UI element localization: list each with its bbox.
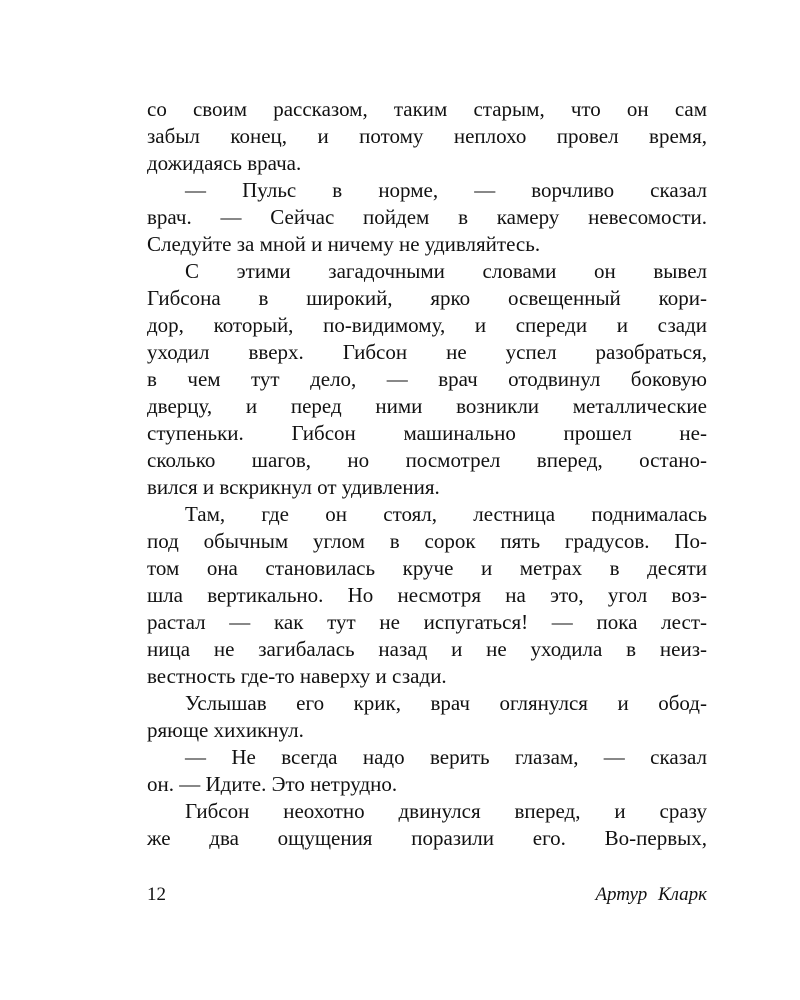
- text-line: врач. — Сейчас пойдем в камеру невесомости.: [147, 205, 707, 229]
- text-line: Следуйте за мной и ничему не удивляйтесь.: [147, 232, 541, 256]
- text-line: под обычным углом в сорок пять градусов. По-: [147, 529, 707, 553]
- text-line: уходил вверх. Гибсон не успел разобраться,: [147, 340, 707, 364]
- text-line: Гибсон неохотно двинулся вперед, и сразу: [185, 799, 707, 823]
- text-line: дверцу, и перед ними возникли металлические: [147, 394, 707, 418]
- text-line: Гибсона в широкий, ярко освещенный кори-: [147, 286, 707, 310]
- text-line: шла вертикально. Но несмотря на это, угол воз-: [147, 583, 707, 607]
- paragraph-4: [147, 501, 707, 690]
- text-line: Услышав его крик, врач оглянулся и обод-: [185, 691, 707, 715]
- text-line: со своим рассказом, таким старым, что он сам: [147, 97, 707, 121]
- text-line: ряюще хихикнул.: [147, 718, 304, 742]
- text-line: С этими загадочными словами он вывел: [185, 259, 707, 283]
- paragraph-3: [147, 258, 707, 501]
- text-line: в чем тут дело, — врач отодвинул боковую: [147, 367, 707, 391]
- text-line: Там, где он стоял, лестница поднималась: [185, 502, 707, 526]
- text-line: он. — Идите. Это нетрудно.: [147, 772, 398, 796]
- paragraph-5: [147, 690, 707, 744]
- text-line: растал — как тут не испугаться! — пока лест-: [147, 610, 707, 634]
- text-line: том она становилась круче и метрах в десяти: [147, 556, 707, 580]
- text-line: ступеньки. Гибсон машинально прошел не-: [147, 421, 707, 445]
- paragraph-7: [147, 798, 707, 852]
- text-line: вился и вскрикнул от удивления.: [147, 475, 440, 499]
- text-line: ница не загибалась назад и не уходила в неиз-: [147, 637, 707, 661]
- text-line: же два ощущения поразили его. Во-первых,: [147, 826, 707, 850]
- body-text: [147, 96, 707, 852]
- paragraph-6: [147, 744, 707, 798]
- paragraph-1: [147, 96, 707, 177]
- text-line: дор, который, по-видимому, и спереди и сзади: [147, 313, 707, 337]
- paragraph-2: [147, 177, 707, 258]
- page-number: 12: [147, 884, 166, 905]
- text-line: сколько шагов, но посмотрел вперед, остано-: [147, 448, 707, 472]
- text-line: — Не всегда надо верить глазам, — сказал: [185, 745, 707, 769]
- text-line: дожидаясь врача.: [147, 151, 302, 175]
- page-footer: [147, 884, 707, 912]
- running-header-author: Артур Кларк: [595, 884, 707, 905]
- text-line: — Пульс в норме, — ворчливо сказал: [185, 178, 707, 202]
- text-line: вестность где-то наверху и сзади.: [147, 664, 447, 688]
- text-line: забыл конец, и потому неплохо провел время,: [147, 124, 707, 148]
